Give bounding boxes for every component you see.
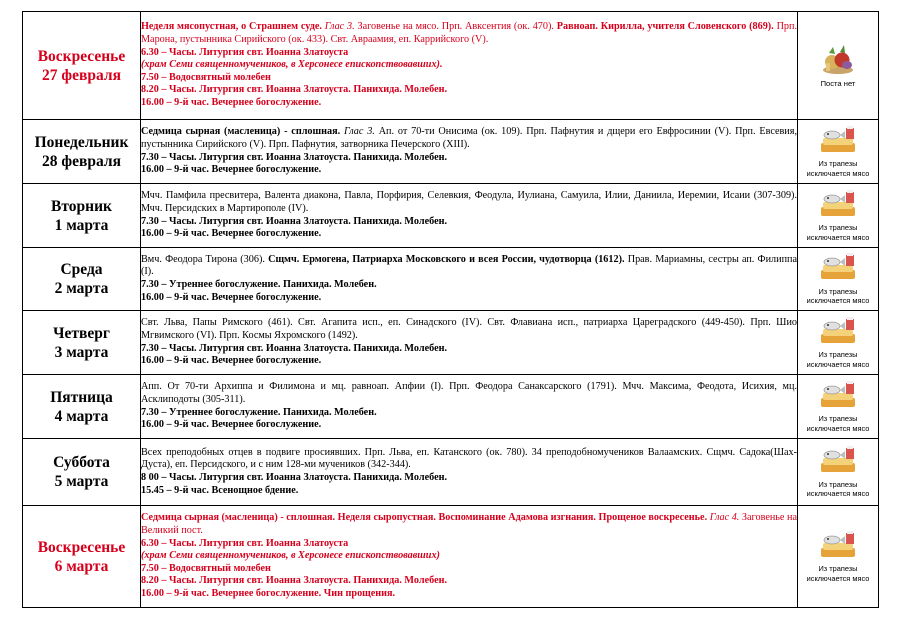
fish-plate-icon [798,380,878,412]
service-line [141,512,797,537]
fast-cell [798,375,879,439]
service-line [141,419,797,432]
service-text: 16.00 – 9-й час. Вечернее богослужение. [141,355,322,367]
services-cell [141,12,798,120]
schedule-row-2 [23,120,879,184]
service-text: Глас 4. [709,512,742,524]
services-cell [141,506,798,608]
services-cell [141,375,798,439]
day-cell [23,311,141,375]
schedule-row-1 [23,12,879,120]
service-line [141,317,797,342]
service-line [141,72,797,85]
service-line [141,279,797,292]
service-text: 7.30 – Часы. Литургия свт. Иоанна Златоуста. Панихида. Молебен. [141,342,448,354]
service-text: Сщмч. Ермогена, Патриарха Московского и всея России, чудотворца (1612). [268,253,625,265]
service-line [141,538,797,551]
services-cell [141,248,798,311]
service-line [141,59,797,72]
service-line [141,228,797,241]
service-text: 16.00 – 9-й час. Вечернее богослужение. Чин прощения. [141,587,396,599]
service-text: Седмица сырная (масленица) - сплошная. [141,126,344,138]
service-line [141,152,797,165]
fast-label: Из трапезы исключается мясо [806,286,870,306]
day-date: 6 марта [54,557,109,575]
service-text: Апп. От 70-ти Архиппа и Филимона и мц. равноап. Апфии (I). Прп. Феодора Санаксарского (1791). Мчч. Максима, Феодота, Исихия, мц. Асклиподоты (305-311). [141,381,797,405]
day-date: 28 февраля [42,152,121,170]
day-date: 3 марта [54,343,109,361]
service-text: 16.00 – 9-й час. Вечернее богослужение. [141,419,322,431]
service-text: 8.20 – Часы. Литургия свт. Иоанна Златоуста. Панихида. Молебен. [141,84,448,96]
service-text: Прав. Мариамны, сестры ап. Филиппа (I). [141,253,797,278]
schedule-table [22,11,879,608]
day-name: Понедельник [34,133,129,151]
fast-label: Из трапезы исключается мясо [806,564,870,583]
service-line [141,164,797,177]
fish-plate-icon [798,316,878,348]
service-line [141,84,797,97]
service-line [141,550,797,563]
service-text: Ап. от 70-ти Онисима (ок. 109). Прп. Пафнутия и дщери его Евфросинии (V). Прп. Евсевия, пустынника Сирийского (V). Прп. Пафнутия, затворника Печерского (XIII). [141,126,797,150]
service-line [141,254,797,279]
service-line [141,381,797,406]
service-line [141,216,797,229]
service-text: Заговенье на мясо. [357,21,442,33]
day-name: Пятница [50,388,113,406]
service-line [141,343,797,356]
service-text: Глас 3. [343,126,379,138]
service-line [141,21,797,46]
schedule-row-7 [23,439,879,506]
fast-label: Поста нет [820,79,856,88]
day-name: Четверг [53,324,110,342]
day-name: Среда [60,261,103,278]
day-name: Воскресенье [37,538,126,556]
fish-plate-icon [798,445,878,477]
day-cell [23,439,141,506]
service-line [141,407,797,420]
service-line [141,563,797,576]
service-text: 7.30 – Утреннее богослужение. Панихида. Молебен. [141,406,377,418]
schedule-row-5 [23,311,879,375]
service-text: Глас 3. [324,21,358,33]
service-text: 16.00 – 9-й час. Вечернее богослужение. [141,291,322,303]
fish-plate-icon [798,125,878,157]
service-text: Прп. Авксентия (ок. 470). [441,21,557,33]
services-cell [141,184,798,248]
schedule-row-4 [23,248,879,311]
fast-cell [798,12,879,120]
day-date: 4 марта [54,407,109,425]
fast-cell [798,248,879,311]
services-cell [141,311,798,375]
service-line [141,47,797,60]
day-cell [23,375,141,439]
service-text: Равноап. Кирилла, учителя Словенского (869). [556,21,777,33]
services-cell [141,120,798,184]
service-text: 7.50 – Водосвятный молебен [141,562,271,574]
fast-label: Из трапезы исключается мясо [806,479,870,499]
service-text: 6.30 – Часы. Литургия свт. Иоанна Златоуста [141,46,349,58]
day-cell [23,184,141,248]
service-text: 16.00 – 9-й час. Вечернее богослужение. [141,228,322,240]
day-date: 27 февраля [42,66,121,84]
fish-plate-icon [798,189,878,221]
service-line [141,292,797,305]
schedule-row-6 [23,375,879,439]
fast-cell [798,184,879,248]
service-line [141,355,797,368]
day-cell [23,12,141,120]
service-text: 7.30 – Часы. Литургия свт. Иоанна Златоуста. Панихида. Молебен. [141,215,448,227]
service-text: 8.20 – Часы. Литургия свт. Иоанна Златоуста. Панихида. Молебен. [141,575,448,587]
service-text: 16.00 – 9-й час. Вечернее богослужение. [141,164,322,176]
fast-cell [798,311,879,375]
service-text: (храм Семи священномучеников, в Херсонесе епископствовавших). [141,59,443,71]
service-line [141,588,797,601]
service-text: Прп. Марона, пустынника Сирийского (ок. 433). Свт. Авраамия, еп. Каррийского (V). [141,21,798,46]
fast-label: Из трапезы исключается мясо [806,223,870,242]
service-text: 7.30 – Утреннее богослужение. Панихида. Молебен. [141,279,377,290]
fast-cell [798,120,879,184]
service-text: 7.50 – Водосвятный молебен [141,71,271,83]
service-text: Заговенье на Великий пост. [141,512,797,537]
day-date: 1 марта [54,216,109,234]
fast-cell [798,439,879,506]
service-line [141,485,797,498]
vegetables-icon [798,43,878,77]
fast-label: Из трапезы исключается мясо [806,414,870,433]
day-date: 5 марта [54,473,109,490]
service-line [141,190,797,215]
service-line [141,575,797,588]
service-line [141,472,797,485]
service-line [141,126,797,151]
service-line [141,97,797,110]
service-text: Седмица сырная (масленица) - сплошная. Неделя сыропустная. Воспоминание Адамова изгнания. Прощеное воскресенье. [141,512,710,524]
service-text: (храм Семи священномучеников, в Херсонесе епископствовавших) [141,550,440,562]
fast-label: Из трапезы исключается мясо [806,350,870,369]
fast-cell [798,506,879,608]
service-text: Вмч. Феодора Тирона (306). [141,253,269,265]
service-text: 6.30 – Часы. Литургия свт. Иоанна Златоуста [141,537,349,549]
day-name: Суббота [53,454,110,471]
service-text: 16.00 – 9-й час. Вечернее богослужение. [141,96,322,108]
service-text: 7.30 – Часы. Литургия свт. Иоанна Златоуста. Панихида. Молебен. [141,151,448,163]
service-text: Свт. Льва, Папы Римского (461). Свт. Агапита исп., еп. Синадского (IV). Свт. Флавиана исп., патриарха Цареградского (449-450). Прп. Шио Мгвимского (VI). Прп. Космы Яхромского (1492). [141,317,797,341]
service-text: Мчч. Памфила пресвитера, Валента диакона, Павла, Порфирия, Селевкия, Феодула, Иулиана, Самуила, Илии, Даниила, Иеремии, Исаии (307-309). Мчч. Персидских в Мартирополе (IV). [141,190,797,214]
day-cell [23,506,141,608]
day-name: Воскресенье [37,47,126,65]
day-name: Вторник [51,197,112,215]
service-text: 15.45 – 9-й час. Всенощное бдение. [141,484,299,496]
fish-plate-icon [798,252,878,284]
schedule-row-8 [23,506,879,608]
service-line [141,447,797,472]
services-cell [141,439,798,506]
fast-label: Из трапезы исключается мясо [806,159,870,178]
day-cell [23,120,141,184]
schedule-row-3 [23,184,879,248]
service-text: 8 00 – Часы. Литургия свт. Иоанна Златоуста. Панихида. Молебен. [141,472,448,483]
day-cell [23,248,141,311]
service-text: Неделя мясопустная, о Страшнем суде. [141,21,325,33]
fish-plate-icon [798,530,878,562]
day-date: 2 марта [54,280,109,297]
service-text: Всех преподобных отцев в подвиге просиявших. Прп. Льва, еп. Катанского (ок. 780). 34 преподобномучеников Валаамских. Сщмч. Садока(Шах-Дуста), еп. Персидского, и с ним 128-ми мучеников (342-344). [141,446,797,471]
